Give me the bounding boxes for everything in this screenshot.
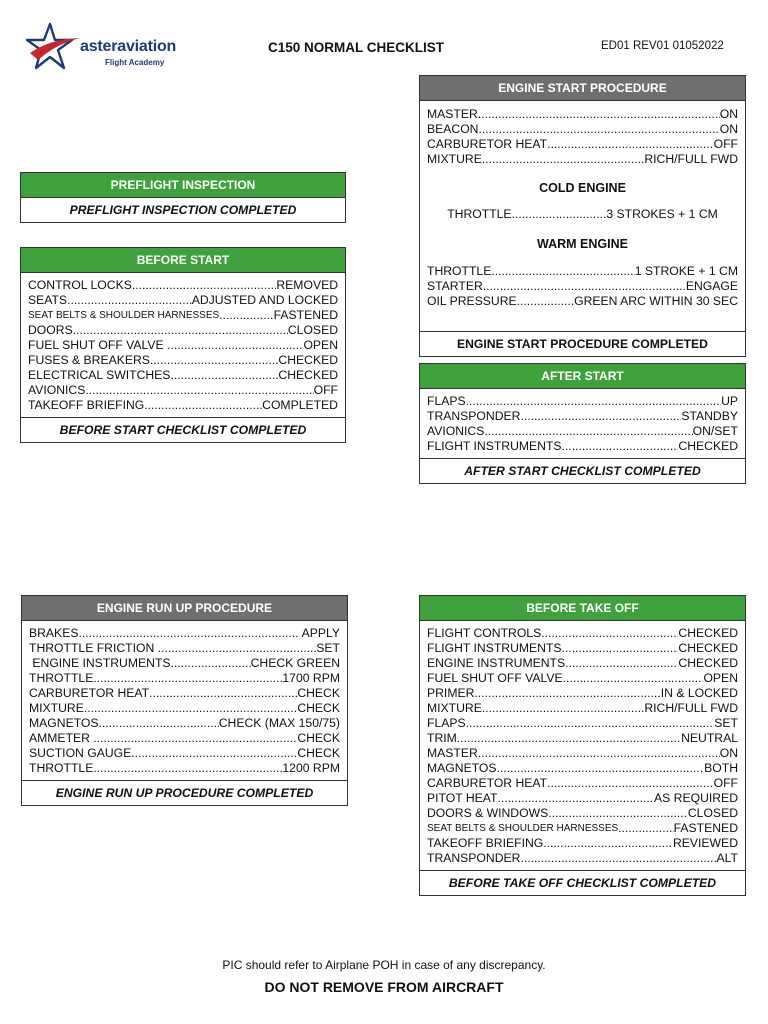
star-logo-icon	[24, 22, 84, 72]
checklist-row: THROTTLE ..... 1 STROKE + 1 CM	[427, 264, 738, 279]
checklist-row: THROTTLE ..... 1700 RPM	[29, 671, 340, 686]
checklist-row: FUSES & BREAKERS ..... CHECKED	[28, 353, 338, 368]
checklist-row: MIXTURE ..... CHECK	[29, 701, 340, 716]
checklist-row: SEAT BELTS & SHOULDER HARNESSES ..... FASTENED	[427, 821, 738, 836]
checklist-row: FUEL SHUT OFF VALVE ..... OPEN	[28, 338, 338, 353]
checklist-items	[22, 621, 347, 781]
cold-engine-heading: COLD ENGINE	[539, 181, 626, 195]
engine-start-section	[419, 75, 746, 357]
checklist-row: MASTER ..... ON	[427, 746, 738, 761]
checklist-row: CARBURETOR HEAT ..... OFF	[427, 137, 738, 152]
brand-logo	[24, 22, 214, 72]
checklist-row: THROTTLE ..... 1200 RPM	[29, 761, 340, 776]
checklist-row: FLIGHT CONTROLS ..... CHECKED	[427, 626, 738, 641]
checklist-row: TRIM ..... NEUTRAL	[427, 731, 738, 746]
before-takeoff-section	[419, 595, 746, 896]
checklist-row: TAKEOFF BRIEFING ..... COMPLETED	[28, 398, 338, 413]
checklist-items	[21, 273, 345, 418]
checklist-row: DOORS & WINDOWS ..... CLOSED	[427, 806, 738, 821]
brand-name: asteraviation	[80, 38, 177, 55]
section-footer: ENGINE RUN UP PROCEDURE COMPLETED	[55, 786, 314, 800]
section-title: PREFLIGHT INSPECTION	[21, 173, 345, 198]
checklist-row: BRAKES ..... APPLY	[29, 626, 340, 641]
checklist-row: FLIGHT INSTRUMENTS ..... CHECKED	[427, 641, 738, 656]
checklist-row: OIL PRESSURE ..... GREEN ARC WITHIN 30 SEC	[427, 294, 738, 309]
checklist-row: PITOT HEAT ..... AS REQUIRED	[427, 791, 738, 806]
checklist-row: STARTER ..... ENGAGE	[427, 279, 738, 294]
brand-subtitle: Flight Academy	[105, 58, 165, 67]
checklist-row: CARBURETOR HEAT ..... OFF	[427, 776, 738, 791]
checklist-row: DOORS ..... CLOSED	[28, 323, 338, 338]
checklist-row: THROTTLE............................3 STROKES + 1 CM	[447, 207, 718, 221]
after-start-section	[419, 363, 746, 484]
section-title: BEFORE TAKE OFF	[420, 596, 745, 621]
checklist-row: FLAPS ..... UP	[427, 394, 738, 409]
checklist-items	[420, 101, 745, 332]
checklist-row: MASTER ..... ON	[427, 107, 738, 122]
section-title: AFTER START	[420, 364, 745, 389]
section-title: ENGINE START PROCEDURE	[420, 76, 745, 101]
section-title: ENGINE RUN UP PROCEDURE	[22, 596, 347, 621]
section-title: BEFORE START	[21, 248, 345, 273]
checklist-row: ENGINE INSTRUMENTS ..... CHECK GREEN	[29, 656, 340, 671]
engine-run-up-section	[21, 595, 348, 806]
before-start-section	[20, 247, 346, 443]
do-not-remove-warning: DO NOT REMOVE FROM AIRCRAFT	[264, 979, 504, 995]
checklist-row: ENGINE INSTRUMENTS ..... CHECKED	[427, 656, 738, 671]
checklist-row: FLIGHT INSTRUMENTS ..... CHECKED	[427, 439, 738, 454]
page-title: C150 NORMAL CHECKLIST	[268, 40, 445, 55]
checklist-row: CARBURETOR HEAT ..... CHECK	[29, 686, 340, 701]
checklist-row: MIXTURE ..... RICH/FULL FWD	[427, 701, 738, 716]
section-footer: PREFLIGHT INSPECTION COMPLETED	[69, 203, 297, 217]
checklist-row: SUCTION GAUGE ..... CHECK	[29, 746, 340, 761]
checklist-row: CONTROL LOCKS ..... REMOVED	[28, 278, 338, 293]
checklist-row: ELECTRICAL SWITCHES ..... CHECKED	[28, 368, 338, 383]
section-footer: BEFORE TAKE OFF CHECKLIST COMPLETED	[448, 876, 717, 890]
checklist-row: AMMETER ..... CHECK	[29, 731, 340, 746]
checklist-row: AVIONICS ..... OFF	[28, 383, 338, 398]
checklist-row: TRANSPONDER ..... STANDBY	[427, 409, 738, 424]
section-footer: ENGINE START PROCEDURE COMPLETED	[457, 337, 708, 351]
checklist-row: FUEL SHUT OFF VALVE ..... OPEN	[427, 671, 738, 686]
checklist-items	[420, 389, 745, 459]
preflight-inspection-section	[20, 172, 346, 223]
checklist-row: MIXTURE ..... RICH/FULL FWD	[427, 152, 738, 167]
section-footer: BEFORE START CHECKLIST COMPLETED	[59, 423, 307, 437]
checklist-row: AVIONICS ..... ON/SET	[427, 424, 738, 439]
checklist-row: SEAT BELTS & SHOULDER HARNESSES ..... FASTENED	[28, 308, 338, 323]
warm-engine-heading: WARM ENGINE	[537, 237, 628, 251]
checklist-row: BEACON ..... ON	[427, 122, 738, 137]
revision-code: ED01 REV01 01052022	[601, 40, 724, 52]
poh-note: PIC should refer to Airplane POH in case of any discrepancy.	[222, 958, 546, 972]
checklist-items	[420, 621, 745, 871]
checklist-row: THROTTLE FRICTION ..... SET	[29, 641, 340, 656]
checklist-row: MAGNETOS ..... BOTH	[427, 761, 738, 776]
checklist-row: TRANSPONDER ..... ALT	[427, 851, 738, 866]
checklist-row: PRIMER ..... IN & LOCKED	[427, 686, 738, 701]
checklist-row: TAKEOFF BRIEFING ..... REVIEWED	[427, 836, 738, 851]
section-footer: AFTER START CHECKLIST COMPLETED	[464, 464, 701, 478]
checklist-row: FLAPS ..... SET	[427, 716, 738, 731]
checklist-row: MAGNETOS ..... CHECK (MAX 150/75)	[29, 716, 340, 731]
checklist-row: SEATS ..... ADJUSTED AND LOCKED	[28, 293, 338, 308]
